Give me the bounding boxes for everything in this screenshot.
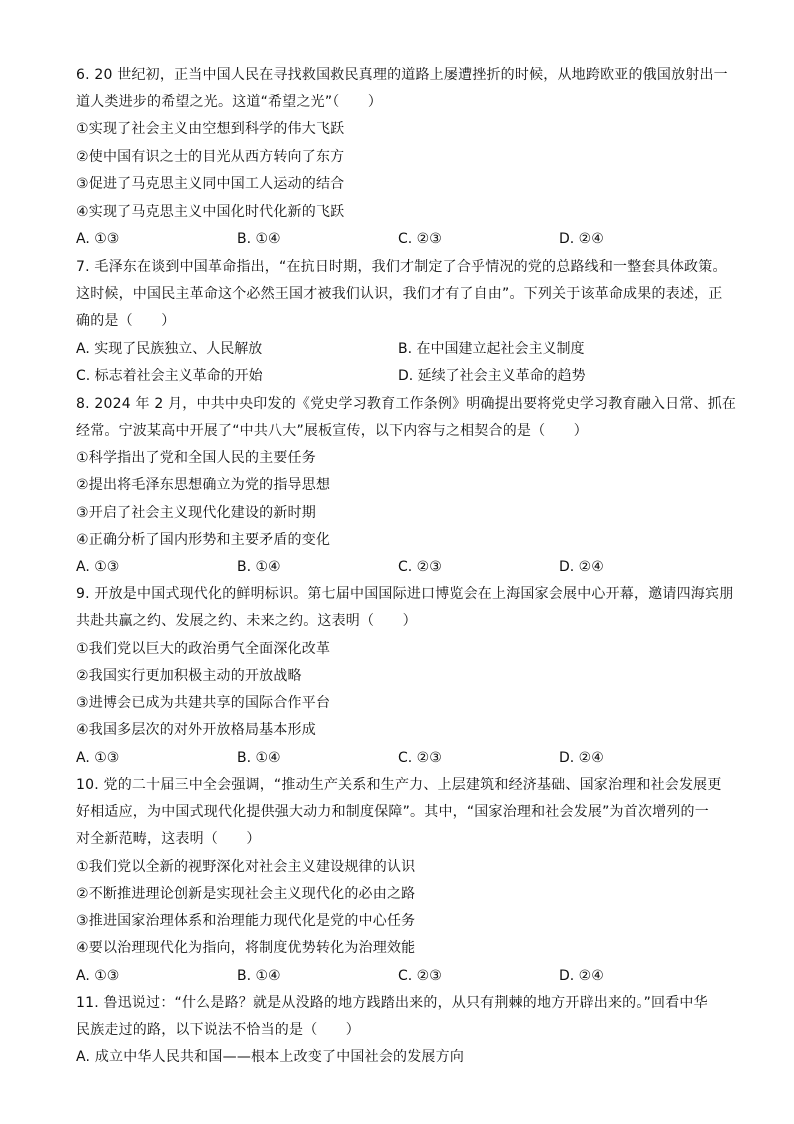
q10-stem-line-3: 对全新范畴，这表明（ ） (76, 831, 261, 847)
q10-option-d[interactable]: D. ②④ (559, 968, 604, 984)
q9-statement-3: ③进博会已成为共建共享的国际合作平台 (76, 695, 331, 711)
q6-stem-line-1: 6. 20 世纪初，正当中国人民在寻找救国救民真理的道路上屡遭挫折的时候，从地跨欧亚的俄国放射出一 (76, 67, 728, 83)
q9-statement-4: ④我国多层次的对外开放格局基本形成 (76, 722, 316, 738)
q7-stem-line-1: 7. 毛泽东在谈到中国革命指出，“在抗日时期，我们才制定了合乎情况的党的总路线和一整套具体政策。 (76, 259, 727, 275)
q7-option-d[interactable]: D. 延续了社会主义革命的趋势 (398, 368, 586, 384)
q8-option-d[interactable]: D. ②④ (559, 559, 604, 575)
q8-statement-4: ④正确分析了国内形势和主要矛盾的变化 (76, 532, 331, 548)
q7-option-c[interactable]: C. 标志着社会主义革命的开始 (76, 368, 263, 384)
q7-option-b[interactable]: B. 在中国建立起社会主义制度 (398, 341, 585, 357)
q10-stem-line-1: 10. 党的二十届三中全会强调，“推动生产关系和生产力、上层建筑和经济基础、国家治理和社会发展更 (76, 777, 722, 793)
q10-statement-3: ③推进国家治理体系和治理能力现代化是党的中心任务 (76, 913, 416, 929)
q10-statement-1: ①我们党以全新的视野深化对社会主义建设规律的认识 (76, 859, 416, 875)
q9-option-d[interactable]: D. ②④ (559, 750, 604, 766)
q6-option-d[interactable]: D. ②④ (559, 231, 604, 247)
q10-statement-2: ②不断推进理论创新是实现社会主义现代化的必由之路 (76, 886, 416, 902)
q8-stem-line-2: 经常。宁波某高中开展了“中共八大”展板宣传，以下内容与之相契合的是（ ） (76, 423, 588, 439)
q9-option-b[interactable]: B. ①④ (237, 750, 281, 766)
q6-statement-4: ④实现了马克思主义中国化时代化新的飞跃 (76, 204, 345, 220)
q9-statement-1: ①我们党以巨大的政治勇气全面深化改革 (76, 641, 331, 657)
q10-stem-line-2: 好相适应，为中国式现代化提供强大动力和制度保障”。其中，“国家治理和社会发展”为首次增列的一 (76, 804, 709, 820)
q11-option-a[interactable]: A. 成立中华人民共和国——根本上改变了中国社会的发展方向 (76, 1049, 465, 1065)
q10-option-a[interactable]: A. ①③ (76, 968, 120, 984)
q6-statement-1: ①实现了社会主义由空想到科学的伟大飞跃 (76, 121, 345, 137)
q9-statement-2: ②我国实行更加积极主动的开放战略 (76, 668, 302, 684)
q6-option-a[interactable]: A. ①③ (76, 231, 120, 247)
q10-option-b[interactable]: B. ①④ (237, 968, 281, 984)
q9-option-c[interactable]: C. ②③ (398, 750, 442, 766)
q8-statement-1: ①科学指出了党和全国人民的主要任务 (76, 450, 316, 466)
q8-option-b[interactable]: B. ①④ (237, 559, 281, 575)
q8-stem-line-1: 8. 2024 年 2 月，中共中央印发的《党史学习教育工作条例》明确提出要将党史学习教育融入日常、抓在 (76, 396, 737, 412)
q6-statement-3: ③促进了马克思主义同中国工人运动的结合 (76, 176, 345, 192)
q8-option-c[interactable]: C. ②③ (398, 559, 442, 575)
q7-stem-line-2: 这时候，中国民主革命这个必然王国才被我们认识，我们才有了自由”。下列关于该革命成果的表述，正 (76, 286, 723, 302)
q10-option-c[interactable]: C. ②③ (398, 968, 442, 984)
q9-stem-line-1: 9. 开放是中国式现代化的鲜明标识。第七届中国国际进口博览会在上海国家会展中心开幕，邀请四海宾朋 (76, 586, 734, 602)
q11-stem-line-1: 11. 鲁迅说过：“什么是路？就是从没路的地方践踏出来的，从只有荆棘的地方开辟出来的。”回看中华 (76, 995, 708, 1011)
q11-stem-line-2: 民族走过的路，以下说法不恰当的是（ ） (76, 1022, 360, 1038)
q8-statement-3: ③开启了社会主义现代化建设的新时期 (76, 505, 316, 521)
q7-option-a[interactable]: A. 实现了民族独立、人民解放 (76, 341, 263, 357)
q6-stem-line-2: 道人类进步的希望之光。这道“希望之光”（ ） (76, 94, 383, 110)
q8-option-a[interactable]: A. ①③ (76, 559, 120, 575)
q6-statement-2: ②使中国有识之士的目光从西方转向了东方 (76, 149, 345, 165)
q10-statement-4: ④要以治理现代化为指向，将制度优势转化为治理效能 (76, 940, 416, 956)
q6-option-b[interactable]: B. ①④ (237, 231, 281, 247)
q7-stem-line-3: 确的是（ ） (76, 313, 176, 329)
q9-option-a[interactable]: A. ①③ (76, 750, 120, 766)
q6-option-c[interactable]: C. ②③ (398, 231, 442, 247)
q8-statement-2: ②提出将毛泽东思想确立为党的指导思想 (76, 477, 331, 493)
q9-stem-line-2: 共赴共赢之约、发展之约、未来之约。这表明（ ） (76, 613, 417, 629)
